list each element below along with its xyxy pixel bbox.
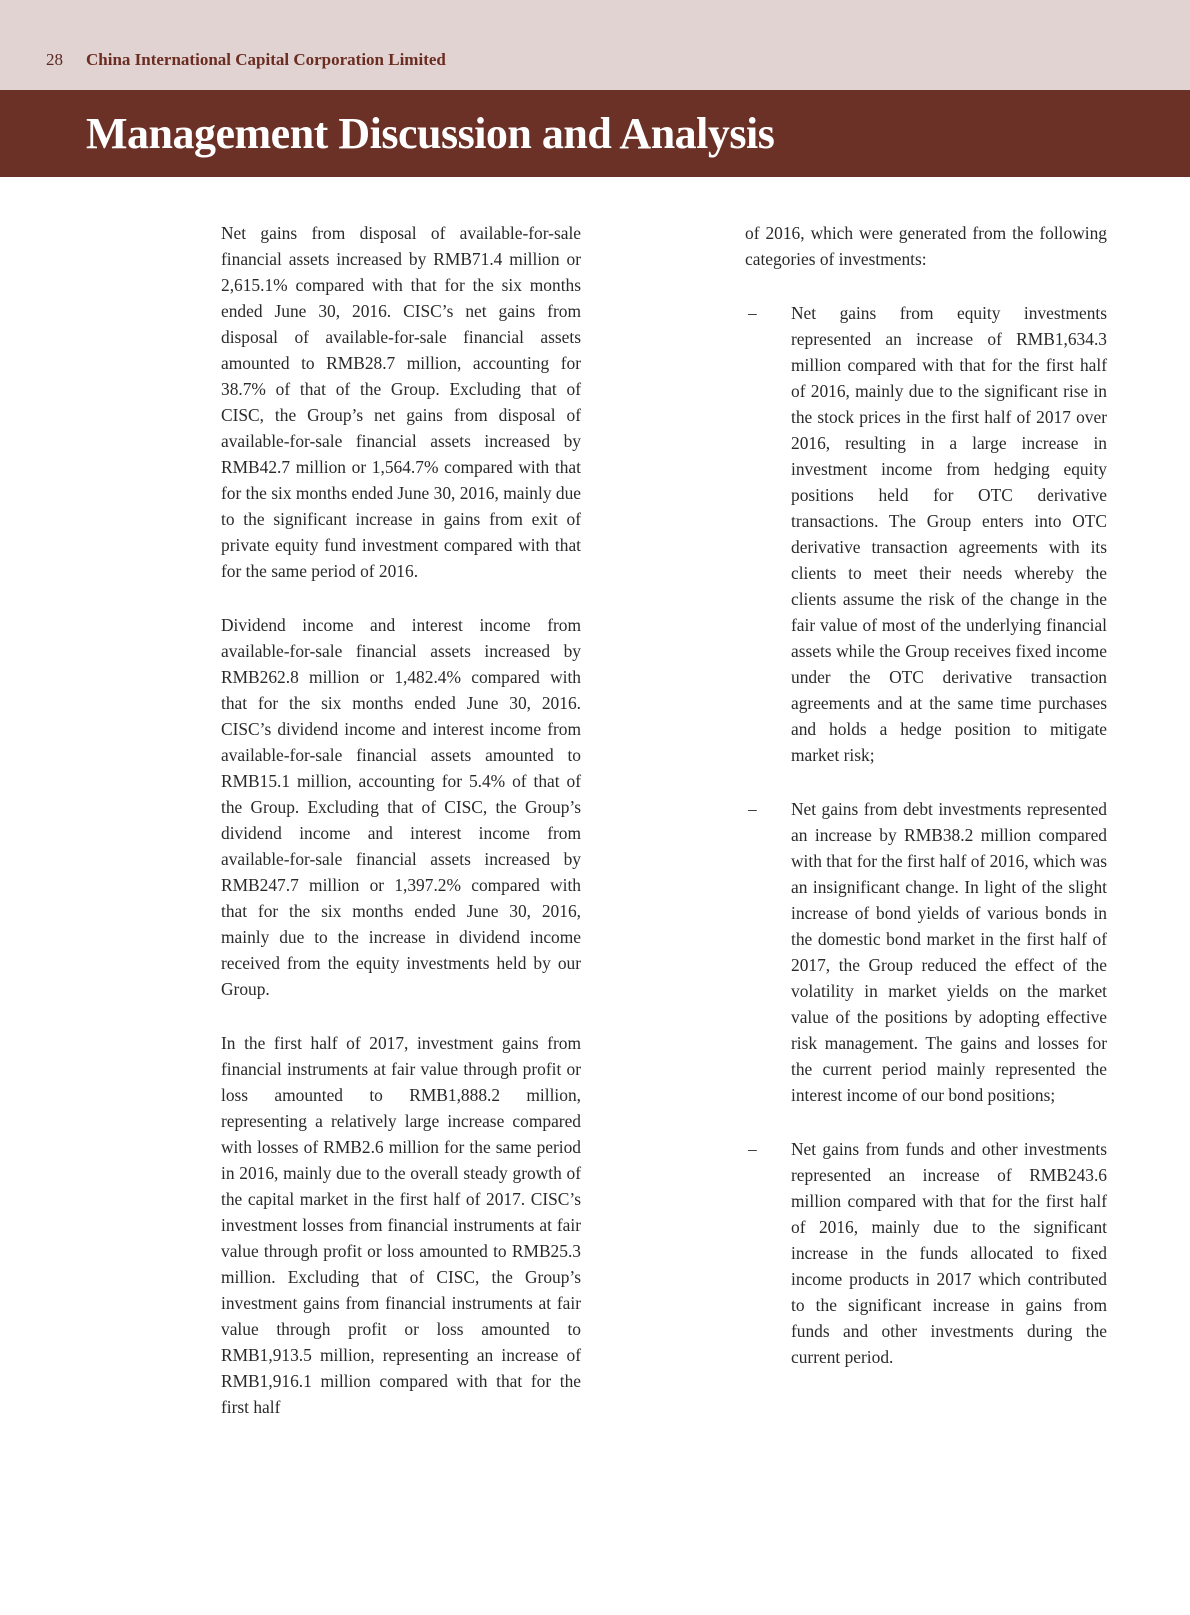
bullet-text: Net gains from debt investments represented an increase by RMB38.2 million compared with that for the first half of 2016, which was an insignificant change. In light of the slight increase of bond yields of various bonds in the domestic bond market in the first half of 2017, the Group reduced the effect of the volatility in market yields on the market value of the positions by adopting effective risk management. The gains and losses for the current period mainly represented the interest income of our bond positions; — [791, 799, 1107, 1105]
bullet-equity-investments — [745, 300, 1107, 768]
dash-bullet-icon: – — [748, 799, 757, 819]
left-column — [221, 220, 581, 1448]
header-band — [0, 0, 1190, 90]
company-name: China International Capital Corporation Limited — [86, 50, 446, 69]
bullet-funds-investments — [745, 1136, 1107, 1370]
dash-bullet-icon: – — [748, 303, 757, 323]
page-title: Management Discussion and Analysis — [86, 109, 775, 158]
bullet-debt-investments — [745, 796, 1107, 1108]
paragraph-continuation: of 2016, which were generated from the following categories of investments: — [745, 223, 1107, 269]
bullet-text: Net gains from funds and other investments represented an increase of RMB243.6 million compared with that for the first half of 2016, mainly due to the significant increase in the funds allocated to fixed income products in 2017 which contributed to the significant increase in gains from funds and other investments during the current period. — [791, 1139, 1107, 1367]
paragraph-dividend-income: Dividend income and interest income from available-for-sale financial assets increased by RMB262.8 million or 1,482.4% compared with that for the six months ended June 30, 2016. CISC’s dividend income and interest income from available-for-sale financial assets amounted to RMB15.1 million, accounting for 5.4% of that of the Group. Excluding that of CISC, the Group’s dividend income and interest income from available-for-sale financial assets increased by RMB247.7 million or 1,397.2% compared with that for the six months ended June 30, 2016, mainly due to the increase in dividend income received from the equity investments held by our Group. — [221, 615, 581, 999]
paragraph-investment-gains: In the first half of 2017, investment gains from financial instruments at fair value through profit or loss amounted to RMB1,888.2 million, representing a relatively large increase compared with losses of RMB2.6 million for the same period in 2016, mainly due to the overall steady growth of the capital market in the first half of 2017. CISC’s investment losses from financial instruments at fair value through profit or loss amounted to RMB25.3 million. Excluding that of CISC, the Group’s investment gains from financial instruments at fair value through profit or loss amounted to RMB1,913.5 million, representing an increase of RMB1,916.1 million compared with that for the first half — [221, 1033, 581, 1417]
right-column — [745, 220, 1107, 1398]
paragraph-disposal-gains: Net gains from disposal of available-for-sale financial assets increased by RMB71.4 million or 2,615.1% compared with that for the six months ended June 30, 2016. CISC’s net gains from disposal of available-for-sale financial assets amounted to RMB28.7 million, accounting for 38.7% of that of the Group. Excluding that of CISC, the Group’s net gains from disposal of available-for-sale financial assets increased by RMB42.7 million or 1,564.7% compared with that for the six months ended June 30, 2016, mainly due to the significant increase in gains from exit of private equity fund investment compared with that for the same period of 2016. — [221, 223, 581, 581]
page-number: 28 — [46, 50, 63, 69]
bullet-text: Net gains from equity investments represented an increase of RMB1,634.3 million compared with that for the first half of 2016, mainly due to the significant rise in the stock prices in the first half of 2017 over 2016, resulting in a large increase in investment income from hedging equity positions held for OTC derivative transactions. The Group enters into OTC derivative transaction agreements with its clients to meet their needs whereby the clients assume the risk of the change in the fair value of most of the underlying financial assets while the Group receives fixed income under the OTC derivative transaction agreements and at the same time purchases and holds a hedge position to mitigate market risk; — [791, 303, 1107, 765]
dash-bullet-icon: – — [748, 1139, 757, 1159]
